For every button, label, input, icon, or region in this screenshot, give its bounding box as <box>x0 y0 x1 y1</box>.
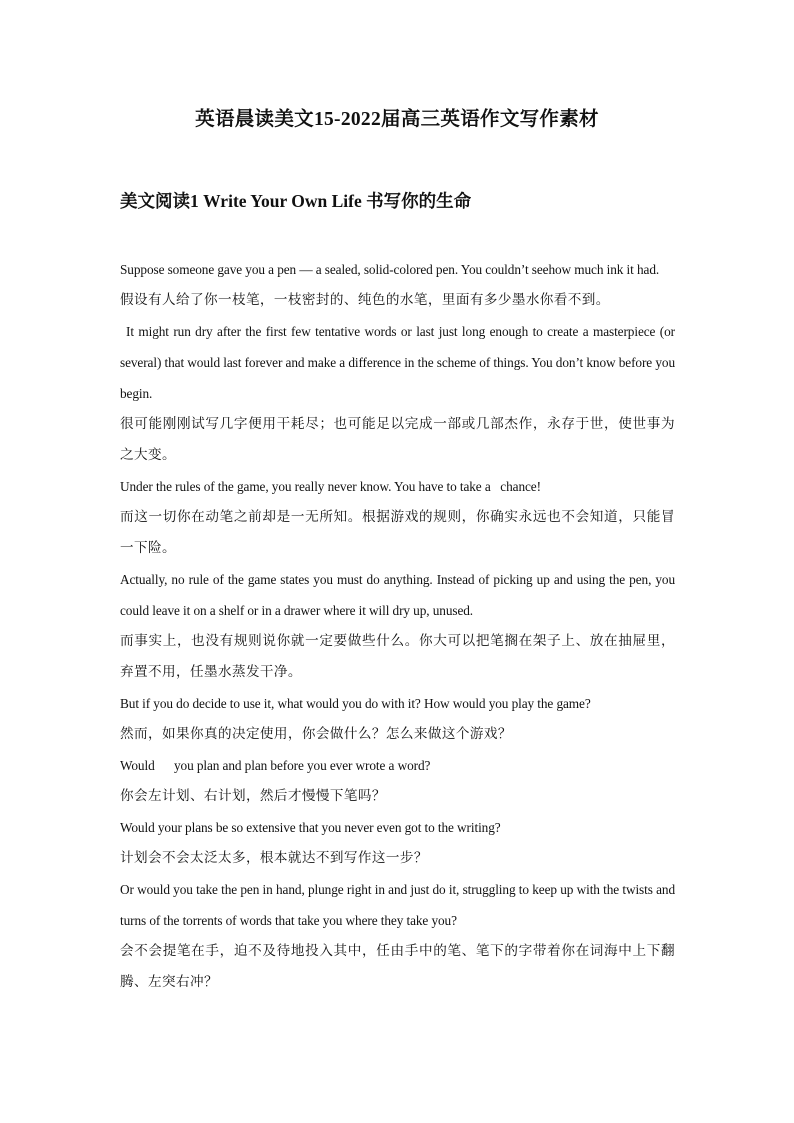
paragraph-zh: 然而，如果你真的决定使用，你会做什么？怎么来做这个游戏？ <box>120 726 512 742</box>
document-body <box>120 254 675 998</box>
paragraph-en: But if you do decide to use it, what would you do with it? How would you play the game? <box>120 696 591 711</box>
paragraph-zh: 很可能刚刚试写几字便用干耗尽；也可能足以完成一部或几部杰作，永存于世，使世事为之大变。 <box>120 416 675 463</box>
paragraph-en: Would you plan and plan before you ever wrote a word? <box>120 758 431 773</box>
paragraph-zh: 会不会提笔在手，迫不及待地投入其中，任由手中的笔、笔下的字带着你在词海中上下翻腾、左突右冲？ <box>120 943 675 990</box>
section-heading: 美文阅读1 Write Your Own Life 书写你的生命 <box>120 191 472 211</box>
paragraph-en: Suppose someone gave you a pen — a sealed, solid-colored pen. You couldn’t seehow much ink it had. <box>120 262 660 277</box>
paragraph-en: It might run dry after the first few tentative words or last just long enough to create a masterpiece (or several) that would last forever and make a difference in the scheme of things. You don’t know before you begin. <box>120 324 675 401</box>
document-title: 英语晨读美文15-2022届高三英语作文写作素材 <box>195 109 599 130</box>
paragraph-en: Would your plans be so extensive that you never even got to the writing? <box>120 820 501 835</box>
paragraph-zh: 假设有人给了你一枝笔，一枝密封的、纯色的水笔，里面有多少墨水你看不到。 <box>120 292 610 308</box>
paragraph-zh: 计划会不会太泛太多，根本就达不到写作这一步？ <box>120 850 428 866</box>
paragraph-zh: 而这一切你在动笔之前却是一无所知。根据游戏的规则，你确实永远也不会知道，只能冒一下险。 <box>120 509 675 556</box>
paragraph-en: Or would you take the pen in hand, plunge right in and just do it, struggling to keep up with the twists and turns of the torrents of words that take you where they take you? <box>120 882 675 928</box>
paragraph-en: Actually, no rule of the game states you must do anything. Instead of picking up and using the pen, you could leave it on a shelf or in a drawer where it will dry up, unused. <box>120 572 675 618</box>
paragraph-zh: 你会左计划、右计划，然后才慢慢下笔吗？ <box>120 788 386 804</box>
paragraph-zh: 而事实上，也没有规则说你就一定要做些什么。你大可以把笔搁在架子上、放在抽屉里，弃置不用，任墨水蒸发干净。 <box>120 633 675 680</box>
paragraph-en: Under the rules of the game, you really never know. You have to take a chance! <box>120 479 541 494</box>
